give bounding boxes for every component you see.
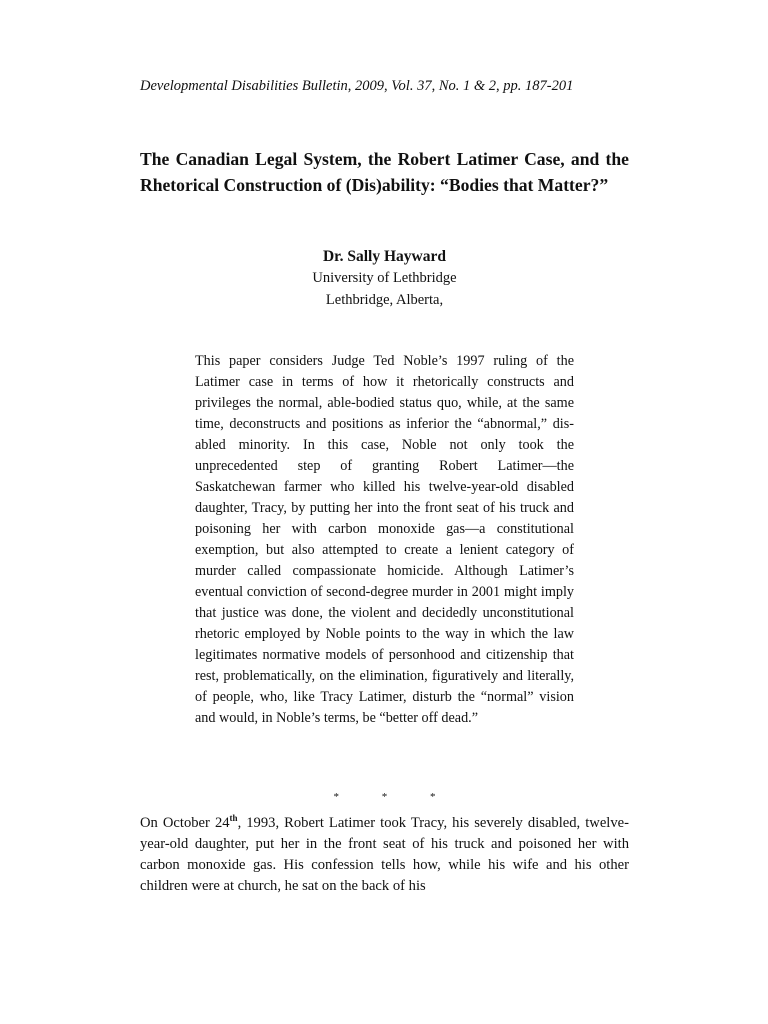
journal-pages: pp. 187-201 — [503, 78, 574, 94]
ordinal-suffix: th — [229, 813, 238, 824]
citation-separator: , — [384, 78, 392, 94]
section-separator: * * * — [333, 791, 436, 803]
citation-separator: , — [496, 78, 504, 94]
body-paragraph — [140, 813, 629, 897]
author-location: Lethbridge, Alberta, — [325, 291, 444, 308]
body-lead: On October 24 — [140, 815, 230, 831]
body-rest: , 1993, Robert Latimer took Tracy, his severely disabled, twelve-year-old daughter, put her in the front seat of his truck and poisoned her with carbon monoxide gas. His confession tells how, while his wife and his other children were at church, he sat on the back of his — [140, 815, 629, 894]
author-block — [140, 246, 629, 311]
author-affiliation: University of Lethbridge — [312, 270, 457, 286]
journal-name: Developmental Disabilities Bulletin — [140, 78, 348, 94]
journal-issue: No. 1 & 2 — [438, 78, 497, 94]
citation-separator: , — [431, 78, 439, 94]
citation-separator: , — [347, 78, 356, 94]
author-name: Dr. Sally Hayward — [322, 248, 446, 265]
journal-citation — [140, 76, 629, 96]
journal-volume: Vol. 37 — [391, 78, 432, 94]
article-title: The Canadian Legal System, the Robert Latimer Case, and the Rhetorical Construction of (Dis)ability: “Bodies that Matter?” — [140, 149, 629, 195]
abstract: This paper considers Judge Ted Noble’s 1997 ruling of the Latimer case in terms of how it rhetorically constructs and privileges the normal, able-bodied status quo, while, at the same time, deconstructs and positions as inferior the “abnormal,” dis-abled minority. In this case, Noble not only took the unprecedented step of granting Robert Latimer—the Saskatchewan farmer who killed his twelve-year-old disabled daughter, Tracy, by putting her into the front seat of his truck and poisoning her with carbon monoxide gas—a constitutional exemption, but also attempted to create a lenient category of murder called compassionate homicide. Although Latimer’s eventual conviction of second-degree murder in 2001 might imply that justice was done, the violent and decidedly unconstitutional rhetoric employed by Noble points to the way in which the law legitimates normative models of personhood and citizenship that rest, problematically, on the elimination, figuratively and literally, of people, who, like Tracy Latimer, disturb the “normal” vision and would, in Noble’s terms, be “better off dead.” — [195, 353, 574, 726]
journal-year: 2009 — [355, 78, 385, 94]
